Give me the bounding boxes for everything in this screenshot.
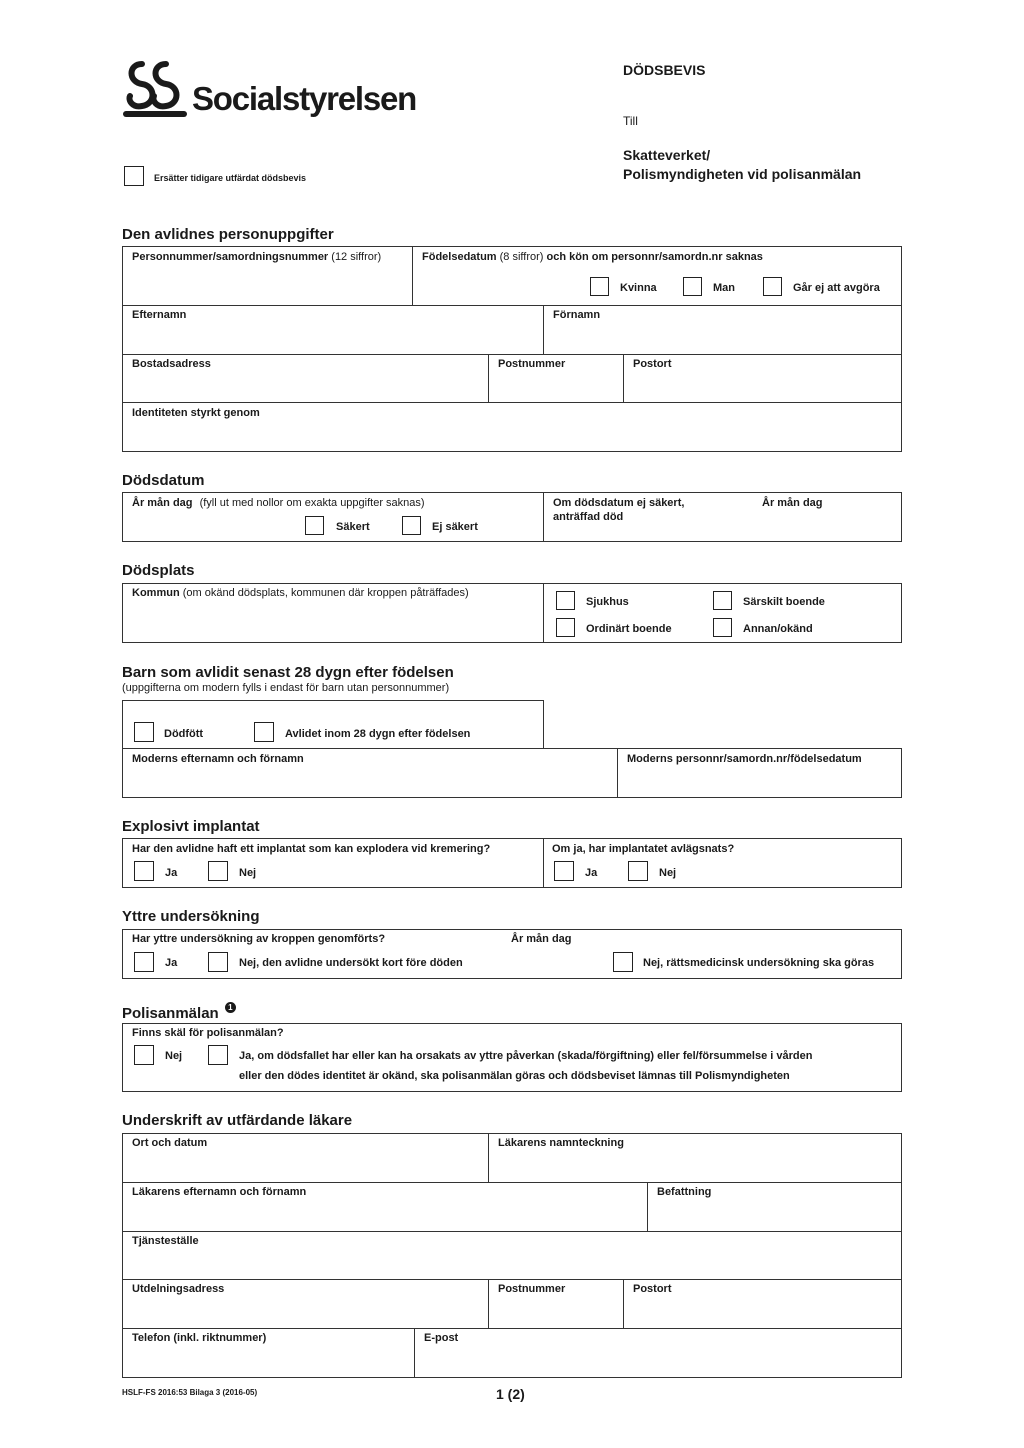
implant-removed-yes-label: Ja xyxy=(585,867,598,879)
exam-date-field[interactable]: År mån dag xyxy=(511,933,572,945)
place-special-housing-label: Särskilt boende xyxy=(743,596,825,608)
exam-yes-label: Ja xyxy=(165,957,178,969)
section-title-implant: Explosivt implantat xyxy=(122,818,260,835)
police-no-checkbox[interactable] xyxy=(134,1045,154,1065)
logo-text: Socialstyrelsen xyxy=(192,80,417,117)
footnote-marker-number: 1 xyxy=(228,1003,233,1012)
found-dead-date-field[interactable]: År mån dag xyxy=(762,497,823,509)
document-title: DÖDSBEVIS xyxy=(623,62,706,78)
place-other-label: Annan/okänd xyxy=(743,623,813,635)
place-hospital-checkbox[interactable] xyxy=(556,591,575,610)
doctor-signature-field[interactable]: Läkarens namnteckning xyxy=(498,1137,624,1149)
mother-name-field[interactable]: Moderns efternamn och förnamn xyxy=(132,753,304,765)
replaces-previous-checkbox[interactable] xyxy=(124,166,144,186)
implant-removed-yes-checkbox[interactable] xyxy=(554,861,574,881)
surname-field[interactable]: Efternamn xyxy=(132,309,187,321)
birthdate-note: (8 siffror) xyxy=(499,251,544,263)
date-certain-label: Säkert xyxy=(336,521,370,533)
pnr-field[interactable] xyxy=(132,251,381,263)
place-special-housing-checkbox[interactable] xyxy=(713,591,732,610)
exam-no-before-death-checkbox[interactable] xyxy=(208,952,228,972)
sex-female-label: Kvinna xyxy=(620,282,657,294)
replaces-previous-label: Ersätter tidigare utfärdat dödsbevis xyxy=(154,173,307,183)
place-ordinary-home-label: Ordinärt boende xyxy=(586,623,672,635)
date-uncertain-label: Ej säkert xyxy=(432,521,478,533)
recipient-line-2: Polismyndigheten vid polisanmälan xyxy=(623,166,862,182)
logo-emblem-icon xyxy=(122,58,188,120)
date-certain-checkbox[interactable] xyxy=(305,516,324,535)
address-field[interactable]: Bostadsadress xyxy=(132,358,211,370)
till-label: Till xyxy=(623,114,638,128)
sex-undetermined-label: Går ej att avgöra xyxy=(793,282,880,294)
phone-field[interactable]: Telefon (inkl. riktnummer) xyxy=(132,1332,267,1344)
implant-no-label: Nej xyxy=(239,867,257,879)
police-no-label: Nej xyxy=(165,1050,183,1062)
section-title-exam: Yttre undersökning xyxy=(122,908,260,925)
date-uncertain-checkbox[interactable] xyxy=(402,516,421,535)
postcode-field[interactable]: Postnummer xyxy=(498,358,566,370)
footer-reference: HSLF-FS 2016:53 Bilaga 3 (2016-05) xyxy=(122,1388,258,1397)
birthdate-field[interactable] xyxy=(422,251,763,263)
infant-subtitle: (uppgifterna om modern fylls i endast för barn utan personnummer) xyxy=(122,682,450,694)
footnote-marker-icon xyxy=(225,1002,236,1013)
died-within-28-days-label: Avlidet inom 28 dygn efter födelsen xyxy=(285,728,471,740)
position-field[interactable]: Befattning xyxy=(657,1186,712,1198)
infant-status-box xyxy=(122,700,544,749)
place-date-field[interactable]: Ort och datum xyxy=(132,1137,208,1149)
section-title-death-date: Dödsdatum xyxy=(122,472,205,489)
kommun-field[interactable] xyxy=(132,587,469,599)
police-title: Polisanmälan xyxy=(122,1005,219,1022)
doctor-name-field[interactable]: Läkarens efternamn och förnamn xyxy=(132,1186,307,1198)
place-hospital-label: Sjukhus xyxy=(586,596,629,608)
email-field[interactable]: E-post xyxy=(424,1332,459,1344)
implant-removed-no-checkbox[interactable] xyxy=(628,861,648,881)
birthdate-label: Födelsedatum xyxy=(422,251,497,263)
socialstyrelsen-logo xyxy=(122,58,422,120)
sex-female-checkbox[interactable] xyxy=(590,277,609,296)
recipient-line-1: Skatteverket/ xyxy=(623,147,711,163)
section-title-death-place: Dödsplats xyxy=(122,562,195,579)
sex-male-label: Man xyxy=(713,282,735,294)
sex-undetermined-checkbox[interactable] xyxy=(763,277,782,296)
implant-no-checkbox[interactable] xyxy=(208,861,228,881)
death-date-note: (fyll ut med nollor om exakta uppgifter saknas) xyxy=(199,497,425,509)
police-question: Finns skäl för polisanmälan? xyxy=(132,1027,284,1039)
identity-field[interactable]: Identiteten styrkt genom xyxy=(132,407,260,419)
implant-yes-label: Ja xyxy=(165,867,178,879)
kommun-note: (om okänd dödsplats, kommunen där kroppen påträffades) xyxy=(182,587,469,599)
place-other-checkbox[interactable] xyxy=(713,618,732,637)
delivery-address-field[interactable]: Utdelningsadress xyxy=(132,1283,225,1295)
personal-details-box xyxy=(122,246,902,452)
exam-no-before-death-label: Nej, den avlidne undersökt kort före döden xyxy=(239,957,463,969)
pnr-label: Personnummer/samordningsnummer xyxy=(132,251,329,263)
found-dead-label-2: anträffad död xyxy=(553,511,624,523)
firstname-field[interactable]: Förnamn xyxy=(553,309,601,321)
implant-question: Har den avlidne haft ett implantat som kan explodera vid kremering? xyxy=(132,843,491,855)
police-yes-label-line1: Ja, om dödsfallet har eller kan ha orsakats av yttre påverkan (skada/förgiftning) eller fel/försummelse i vården xyxy=(239,1050,813,1062)
signature-city-field[interactable]: Postort xyxy=(633,1283,672,1295)
workplace-field[interactable]: Tjänsteställe xyxy=(132,1235,199,1247)
death-date-label: År mån dag xyxy=(132,497,193,509)
section-title-police xyxy=(122,1002,236,1022)
died-within-28-days-checkbox[interactable] xyxy=(254,722,274,742)
section-title-personal: Den avlidnes personuppgifter xyxy=(122,226,334,243)
section-title-infant: Barn som avlidit senast 28 dygn efter födelsen xyxy=(122,664,454,681)
kommun-label: Kommun xyxy=(132,587,180,599)
place-ordinary-home-checkbox[interactable] xyxy=(556,618,575,637)
exam-yes-checkbox[interactable] xyxy=(134,952,154,972)
page-number: 1 (2) xyxy=(496,1386,525,1402)
exam-no-forensic-checkbox[interactable] xyxy=(613,952,633,972)
implant-yes-checkbox[interactable] xyxy=(134,861,154,881)
stillborn-checkbox[interactable] xyxy=(134,722,154,742)
section-title-signature: Underskrift av utfärdande läkare xyxy=(122,1112,353,1129)
exam-question: Har yttre undersökning av kroppen genomförts? xyxy=(132,933,386,945)
sex-male-checkbox[interactable] xyxy=(683,277,702,296)
signature-postcode-field[interactable]: Postnummer xyxy=(498,1283,566,1295)
stillborn-label: Dödfött xyxy=(164,728,204,740)
mother-id-field[interactable]: Moderns personnr/samordn.nr/födelsedatum xyxy=(627,753,862,765)
implant-removed-no-label: Nej xyxy=(659,867,677,879)
birthdate-suffix: och kön om personnr/samordn.nr saknas xyxy=(546,251,763,263)
pnr-note: (12 siffror) xyxy=(331,251,382,263)
police-yes-label-line2: eller den dödes identitet är okänd, ska polisanmälan göras och dödsbeviset lämnas till Polismyndigheten xyxy=(239,1070,790,1082)
police-yes-checkbox[interactable] xyxy=(208,1045,228,1065)
implant-removed-question: Om ja, har implantatet avlägsnats? xyxy=(552,843,735,855)
death-date-field[interactable] xyxy=(132,497,425,509)
found-dead-label-1: Om dödsdatum ej säkert, xyxy=(553,497,685,509)
city-field[interactable]: Postort xyxy=(633,358,672,370)
exam-no-forensic-label: Nej, rättsmedicinsk undersökning ska göras xyxy=(643,957,875,969)
